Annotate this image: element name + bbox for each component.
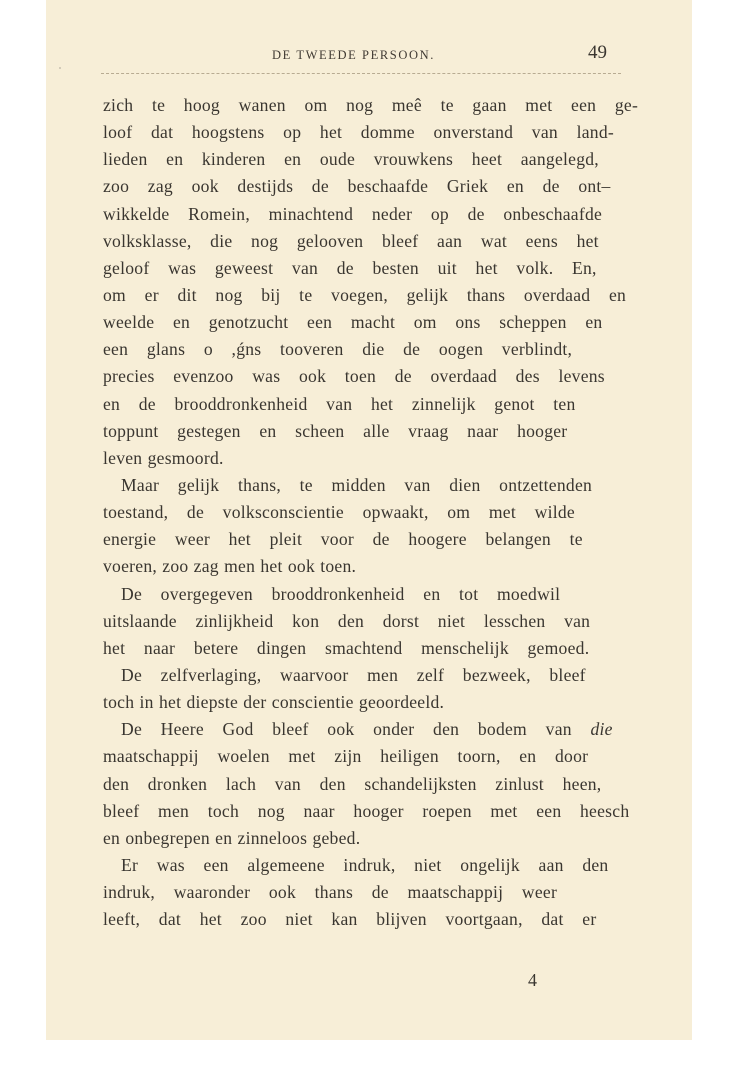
running-head: DE TWEEDE PERSOON. — [272, 48, 435, 62]
text-line: den dronken lach van den schandelijksten zinlust heen, — [103, 773, 602, 794]
text-line: precies evenzoo was ook toen de overdaad des levens — [103, 366, 605, 387]
header-rule — [101, 73, 621, 76]
text-line: leeft, dat het zoo niet kan blijven voortgaan, dat er — [103, 909, 597, 930]
text-line: weelde en genotzucht een macht om ons scheppen en — [103, 312, 603, 333]
text-line: Maar gelijk thans, te midden van dien ontzettenden — [121, 474, 593, 495]
book-page — [46, 0, 692, 1040]
body-text — [103, 92, 641, 933]
text-line: toppunt gestegen en scheen alle vraag naar hooger — [103, 420, 568, 441]
text-line: het naar betere dingen smachtend menschelijk gemoed. — [103, 637, 590, 658]
text-line: en de brooddronkenheid van het zinnelijk genot ten — [103, 393, 576, 414]
text-line: wikkelde Romein, minachtend neder op de onbeschaafde — [103, 203, 603, 224]
text-line: zoo zag ook destijds de beschaafde Griek en de ont– — [103, 176, 611, 197]
text-line: om er dit nog bij te voegen, gelijk thans overdaad en — [103, 284, 627, 305]
text-line: maatschappij woelen met zijn heiligen toorn, en door — [103, 746, 589, 767]
text-line: energie weer het pleit voor de hoogere belangen te — [103, 529, 583, 550]
text-line: een glans o ,ǵns tooveren die de oogen verblindt, — [103, 339, 573, 360]
text-line: volksklasse, die nog gelooven bleef aan wat eens het — [103, 230, 599, 251]
text-line: loof dat hoogstens op het domme onverstand van land- — [103, 122, 615, 143]
text-line: De zelfverlaging, waarvoor men zelf bezweek, bleef — [121, 664, 586, 685]
text-line: uitslaande zinlijkheid kon den dorst niet lesschen van — [103, 610, 591, 631]
page-header — [46, 42, 692, 70]
line-text: De Heere God bleef ook onder den bodem van — [121, 719, 572, 740]
text-line: en onbegrepen en zinneloos gebed. — [103, 827, 361, 848]
text-line: leven gesmoord. — [103, 447, 224, 468]
text-line: Er was een algemeene indruk, niet ongelijk aan den — [121, 854, 609, 875]
text-line: lieden en kinderen en oude vrouwkens heet aangelegd, — [103, 149, 599, 170]
text-line: voeren, zoo zag men het ook toen. — [103, 556, 357, 577]
text-line — [103, 716, 641, 743]
text-line: geloof was geweest van de besten uit het volk. En, — [103, 257, 597, 278]
text-line: De overgegeven brooddronkenheid en tot moedwil — [121, 583, 561, 604]
line-text: zich te hoog wanen om nog meê te gaan met een ge- — [103, 95, 639, 115]
text-line: indruk, waaronder ook thans de maatschappij weer — [103, 882, 558, 903]
text-line: toch in het diepste der conscientie geoordeeld. — [103, 692, 445, 713]
text-line: toestand, de volksconscientie opwaakt, om met wilde — [103, 502, 575, 523]
italic-word: die — [590, 719, 613, 740]
signature-mark: 4 — [528, 970, 537, 990]
page-number: 49 — [588, 42, 607, 63]
text-line: bleef men toch nog naar hooger roepen met een heesch — [103, 800, 630, 821]
text-line — [103, 92, 641, 119]
